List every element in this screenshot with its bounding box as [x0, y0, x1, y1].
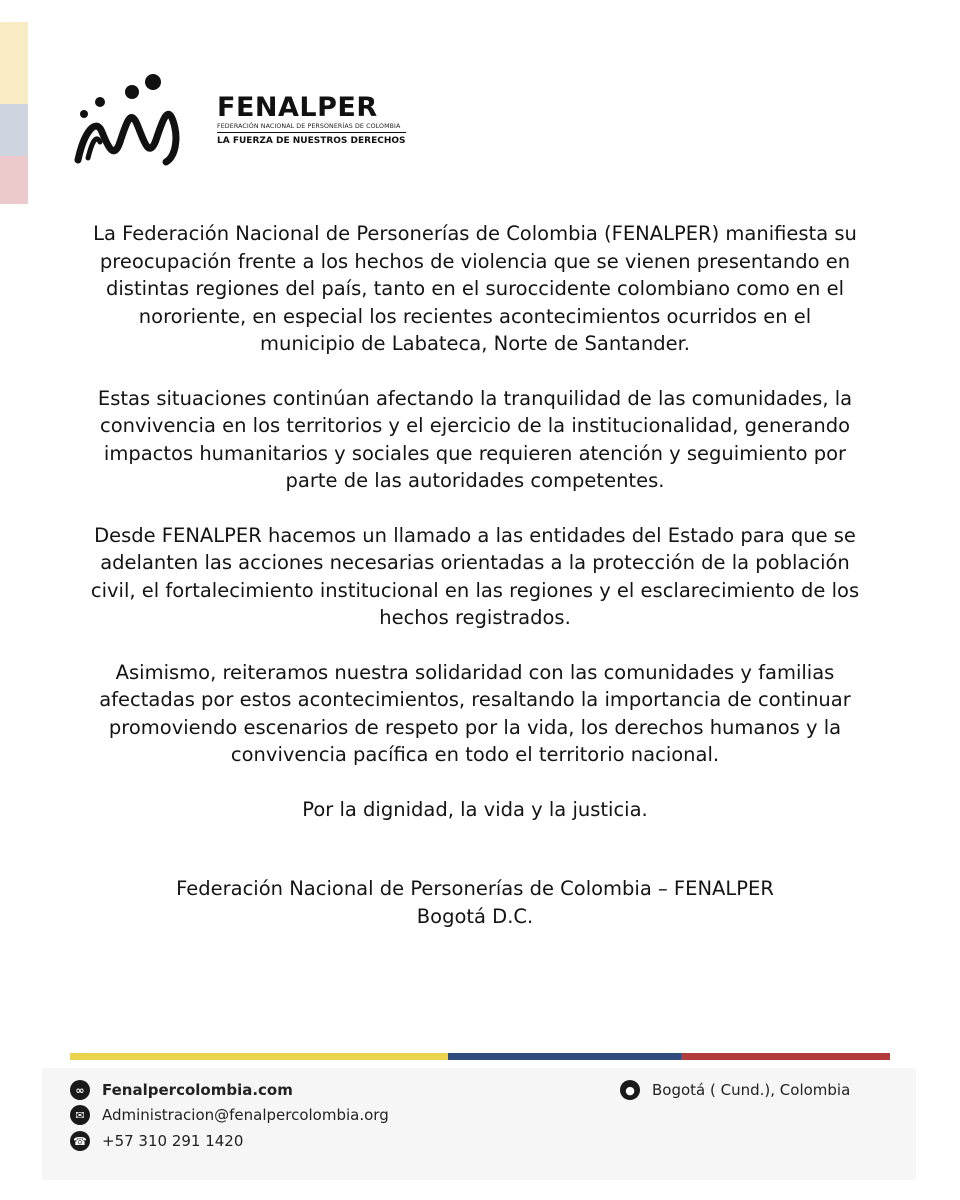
logo-figures-icon	[70, 72, 200, 168]
stripe-yellow	[0, 22, 28, 104]
location-contact	[620, 1080, 850, 1100]
side-color-stripes	[0, 22, 28, 204]
email-contact[interactable]	[70, 1105, 389, 1125]
stripe-pink	[0, 156, 28, 204]
email-text[interactable]: Administracion@fenalpercolombia.org	[102, 1106, 389, 1124]
bar-red	[681, 1053, 890, 1060]
fenalper-logo	[70, 72, 406, 168]
phone-text[interactable]: +57 310 291 1420	[102, 1132, 244, 1150]
bar-yellow	[70, 1053, 448, 1060]
bar-blue	[448, 1053, 681, 1060]
signature-line-1: Federación Nacional de Personerías de Colombia – FENALPER	[176, 877, 774, 900]
brand-name: FENALPER	[217, 92, 378, 123]
paragraph-3: Desde FENALPER hacemos un llamado a las entidades del Estado para que se adelanten las acciones necesarias orientadas a la protección de la población civil, el fortalecimiento institucional en las regiones y el esclarecimiento de los hechos registrados.	[90, 523, 860, 629]
signature-line-2: Bogotá D.C.	[416, 904, 534, 928]
paragraph-4: Asimismo, reiteramos nuestra solidaridad con las comunidades y familias afectadas por estos acontecimientos, resaltando la importancia de continuar promoviendo escenarios de respeto por la vida, los derechos humanos y la convivencia pacífica en todo el territorio nacional.	[99, 660, 851, 766]
motto: Por la dignidad, la vida y la justicia.	[302, 797, 648, 821]
brand-block	[217, 94, 406, 146]
mail-icon: ✉	[70, 1105, 90, 1125]
phone-icon: ☎	[70, 1131, 90, 1151]
brand-tagline: LA FUERZA DE NUESTROS DERECHOS	[217, 136, 406, 146]
website-contact[interactable]	[70, 1080, 293, 1100]
footer-color-bar	[70, 1053, 890, 1060]
footer-contact	[42, 1068, 916, 1180]
website-text[interactable]: Fenalpercolombia.com	[102, 1081, 293, 1099]
phone-contact[interactable]	[70, 1131, 243, 1151]
location-text: Bogotá ( Cund.), Colombia	[652, 1081, 851, 1099]
paragraph-1: La Federación Nacional de Personerías de Colombia (FENALPER) manifiesta su preocupación frente a los hechos de violencia que se vienen presentando en distintas regiones del país, tanto en el suroccidente colombiano como en el nororiente, en especial los recientes acontecimientos ocurridos en el municipio de Labateca, Norte de Santander.	[93, 222, 857, 355]
brand-subtitle: FEDERACIÓN NACIONAL DE PERSONERÍAS DE COLOMBIA	[217, 123, 406, 133]
paragraph-2: Estas situaciones continúan afectando la tranquilidad de las comunidades, la convivencia en los territorios y el ejercicio de la institucionalidad, generando impactos humanitarios y sociales que requieren atención y seguimiento por parte de las autoridades competentes.	[97, 386, 853, 492]
location-pin-icon: ●	[620, 1080, 640, 1100]
statement-body	[90, 220, 860, 930]
stripe-blue	[0, 104, 28, 156]
link-icon: ∞	[70, 1080, 90, 1100]
